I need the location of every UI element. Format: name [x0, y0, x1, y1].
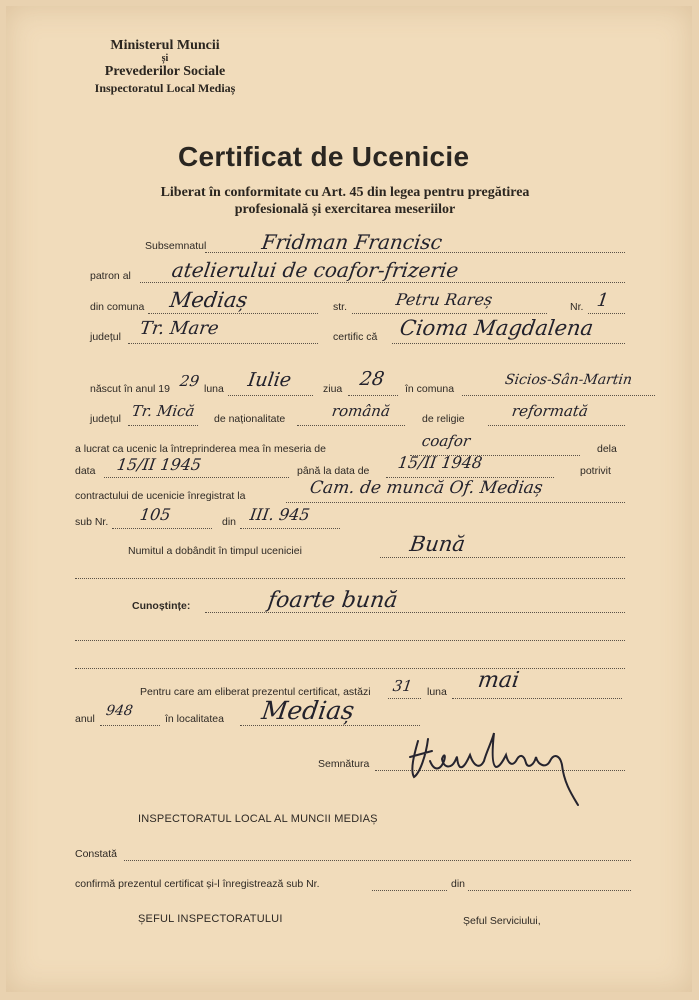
value-cunostinte: foarte bună	[266, 588, 400, 613]
label-potrivit: potrivit	[580, 465, 611, 477]
value-judetul: Tr. Mare	[138, 318, 220, 339]
label-judetul: județul	[90, 331, 121, 343]
ministry-line3: Prevederilor Sociale	[104, 64, 226, 79]
label-nationalitate: de naționalitate	[214, 413, 286, 425]
line-sub-nr	[112, 528, 212, 529]
line-luna-eliberare	[452, 698, 622, 699]
value-anul: 948	[104, 703, 134, 719]
ministry-line4: Inspectoratul Local Mediaș	[94, 81, 236, 95]
value-subsemnatul: Fridman Francisc	[260, 230, 444, 254]
label-in-comuna: în comuna	[405, 383, 455, 395]
inspectorat-heading: INSPECTORATUL LOCAL AL MUNCII MEDIAȘ	[138, 813, 378, 825]
line-str	[352, 313, 547, 314]
label-din-footer: din	[451, 878, 466, 890]
line-in-comuna	[462, 395, 655, 396]
ministry-line2: și	[161, 53, 169, 64]
label-sub-nr: sub Nr.	[75, 516, 109, 528]
label-nascut: născut în anul 19	[90, 383, 170, 395]
value-certific-ca: Cioma Magdalena	[398, 316, 595, 340]
label-contractului: contractului de ucenicie înregistrat la	[75, 490, 246, 502]
label-religie: de religie	[422, 413, 465, 425]
value-dobandit: Bună	[408, 532, 467, 556]
line-extra-1	[75, 578, 625, 579]
label-a-lucrat: a lucrat ca ucenic la întreprinderea mea în meseria de	[75, 443, 326, 455]
value-luna-eliberare: mai	[476, 668, 521, 693]
value-judetul-nastere: Tr. Mică	[130, 402, 196, 420]
line-localitatea	[240, 725, 420, 726]
value-ziua-eliberare: 31	[391, 677, 414, 695]
value-meseria: coafor	[420, 432, 472, 450]
label-judetul-2: județul	[90, 413, 121, 425]
label-str: str.	[333, 301, 348, 313]
label-confirma: confirmă prezentul certificat și-l înregistrează sub Nr.	[75, 878, 320, 890]
value-nationalitate: română	[330, 402, 392, 420]
line-din-comuna	[148, 313, 318, 314]
label-din-comuna: din comuna	[90, 301, 145, 313]
seful-inspectoratului: ȘEFUL INSPECTORATULUI	[138, 913, 283, 925]
value-contract: Cam. de muncă Of. Mediaș	[308, 478, 544, 498]
value-sub-nr: 105	[138, 505, 172, 524]
value-patron-al: atelierului de coafor-frizerie	[170, 258, 461, 282]
label-subsemnatul: Subsemnatul	[145, 240, 207, 252]
label-cunostinte: Cunoștințe:	[132, 600, 191, 612]
label-pentru-care: Pentru care am eliberat prezentul certificat, astăzi	[140, 686, 371, 698]
label-pana-la: până la data de	[297, 465, 370, 477]
line-extra-2	[75, 640, 625, 641]
signature	[400, 725, 600, 810]
line-confirma-nr	[372, 890, 447, 891]
line-anul	[100, 725, 160, 726]
line-contract	[286, 502, 625, 503]
line-din	[240, 528, 340, 529]
value-din: III. 945	[248, 505, 312, 524]
line-ziua	[348, 395, 398, 396]
label-ziua: ziua	[323, 383, 343, 395]
line-judetul-2	[128, 425, 198, 426]
value-data-start: 15/II 1945	[115, 455, 203, 474]
line-ziua-eliberare	[388, 698, 421, 699]
line-nr	[588, 313, 625, 314]
label-constata: Constată	[75, 848, 118, 860]
line-numitul	[380, 557, 625, 558]
line-extra-3	[75, 668, 625, 669]
line-confirma-din	[468, 890, 631, 891]
label-patron-al: patron al	[90, 270, 131, 282]
line-judetul	[128, 343, 318, 344]
subtitle-line2: profesională și exercitarea meseriilor	[234, 202, 456, 217]
label-data: data	[75, 465, 96, 477]
value-an-nastere: 29	[178, 372, 201, 390]
value-din-comuna: Mediaș	[168, 288, 250, 312]
label-luna-eliberare: luna	[427, 686, 447, 698]
line-constata	[124, 860, 631, 861]
value-data-end: 15/II 1948	[396, 453, 484, 472]
value-luna-nastere: Iulie	[246, 369, 293, 391]
label-numitul: Numitul a dobândit în timpul uceniciei	[128, 545, 302, 557]
label-luna: luna	[204, 383, 224, 395]
label-localitatea: în localitatea	[165, 713, 224, 725]
value-religie: reformată	[510, 402, 590, 420]
value-nr: 1	[595, 290, 610, 311]
line-luna-nastere	[228, 395, 313, 396]
line-patron-al	[140, 282, 625, 283]
ministry-header	[70, 38, 260, 96]
label-anul: anul	[75, 713, 95, 725]
value-str: Petru Rareș	[394, 290, 494, 309]
line-certific-ca	[392, 343, 625, 344]
label-semnatura: Semnătura	[318, 758, 370, 770]
line-data-start	[104, 477, 289, 478]
label-certific-ca: certific că	[333, 331, 378, 343]
label-nr: Nr.	[570, 301, 584, 313]
value-localitatea: Mediaș	[259, 696, 357, 725]
line-religie	[488, 425, 625, 426]
subtitle-line1: Liberat în conformitate cu Art. 45 din legea pentru pregătirea	[160, 185, 530, 200]
line-nationalitate	[297, 425, 405, 426]
ministry-line1: Ministerul Muncii	[110, 38, 220, 53]
value-comuna-nastere: Sicios-Sân-Martin	[503, 372, 634, 388]
seful-serviciului: Șeful Serviciului,	[463, 915, 541, 927]
certificate-title: Certificat de Ucenicie	[178, 141, 470, 172]
label-din: din	[222, 516, 237, 528]
value-ziua-nastere: 28	[358, 368, 386, 390]
label-dela: dela	[597, 443, 617, 455]
certificate-subtitle	[60, 184, 630, 218]
